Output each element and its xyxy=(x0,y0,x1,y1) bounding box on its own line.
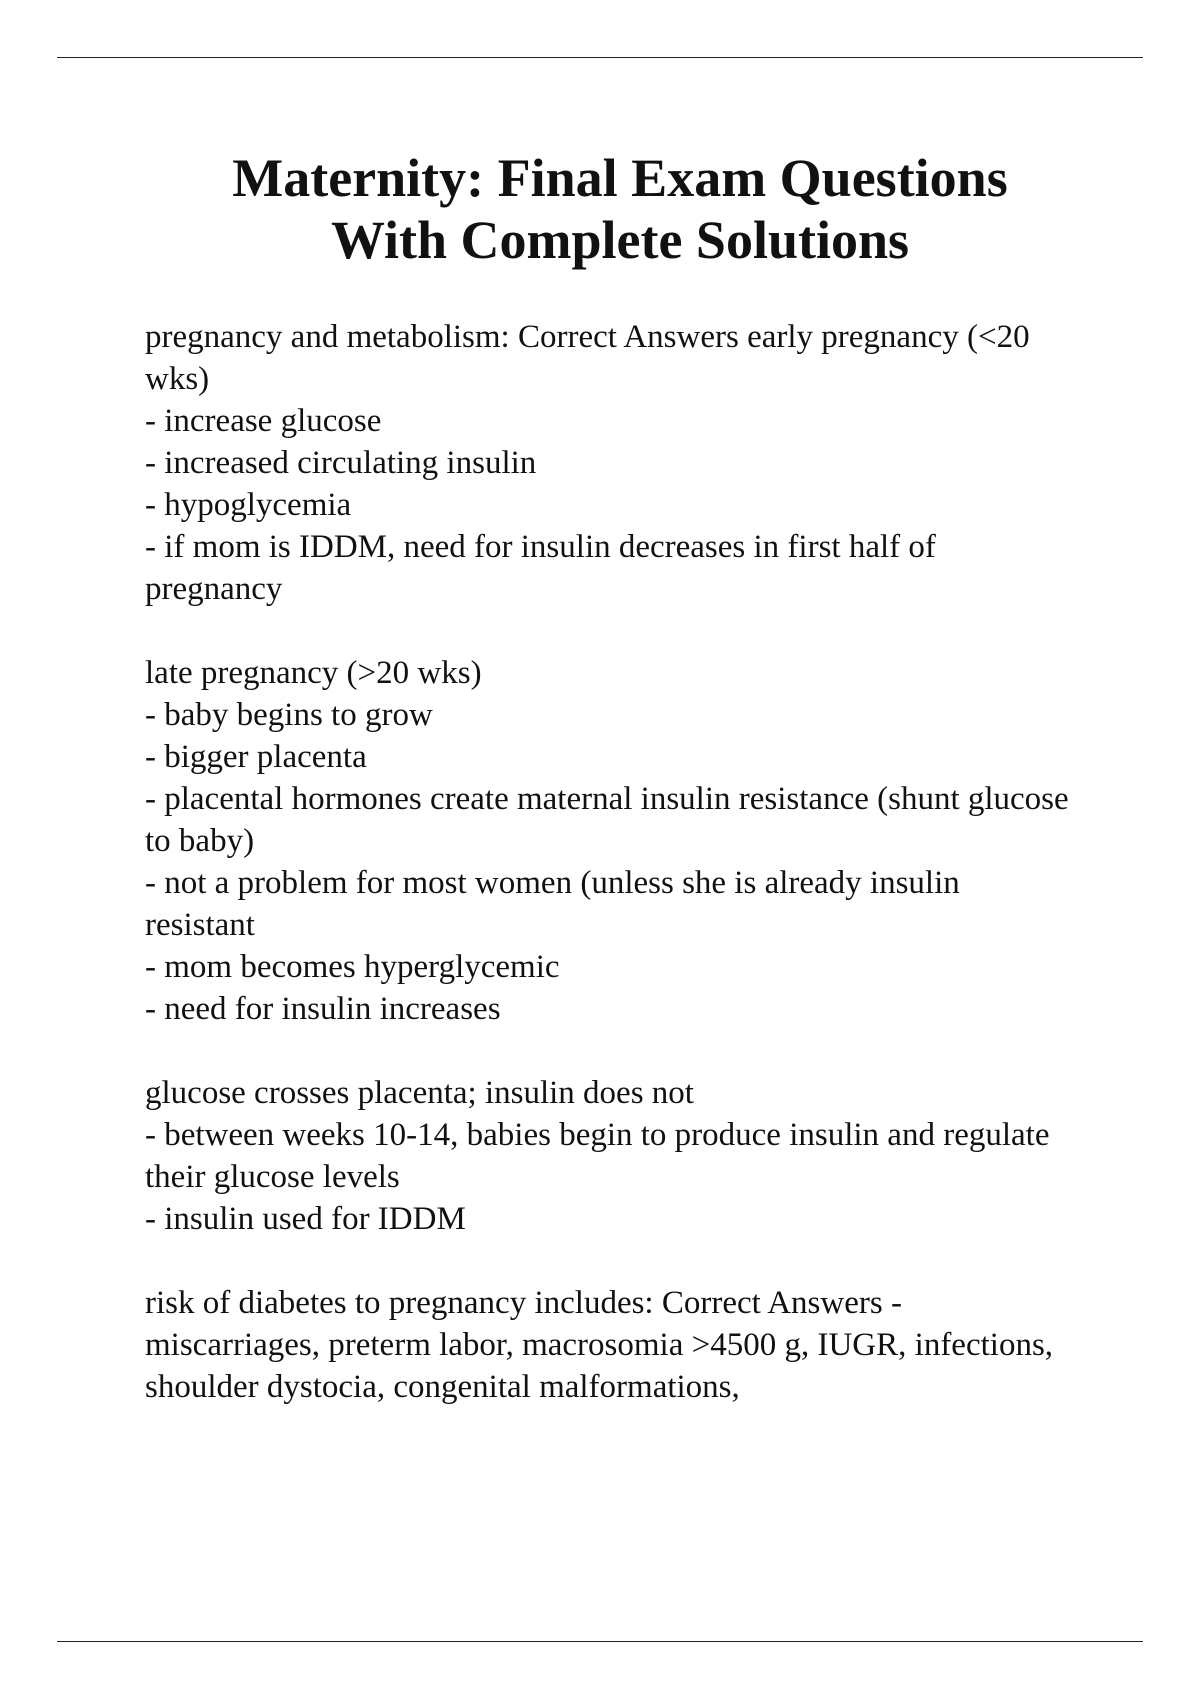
paragraph-metabolism xyxy=(145,316,1075,610)
bottom-rule xyxy=(57,1641,1143,1642)
text-line: - if mom is IDDM, need for insulin decreases in first half of pregnancy xyxy=(145,529,936,607)
text-line: - increase glucose xyxy=(145,403,382,439)
document-title xyxy=(0,147,1200,271)
text-line: risk of diabetes to pregnancy includes: Correct Answers - miscarriages, preterm labor, macrosomia >4500 g, IUGR, infections, shoulder dystocia, congenital malformations, xyxy=(145,1285,1054,1405)
text-line: - placental hormones create maternal insulin resistance (shunt glucose to baby) xyxy=(145,781,1069,859)
text-line: - not a problem for most women (unless she is already insulin resistant xyxy=(145,865,960,943)
top-rule xyxy=(57,57,1143,58)
text-line: pregnancy and metabolism: Correct Answers early pregnancy (<20 wks) xyxy=(145,319,1030,397)
paragraph-glucose-placenta xyxy=(145,1072,1075,1240)
text-line: - increased circulating insulin xyxy=(145,445,537,481)
text-line: - hypoglycemia xyxy=(145,487,352,523)
text-line: - between weeks 10-14, babies begin to produce insulin and regulate their glucose levels xyxy=(145,1117,1050,1195)
text-line: - bigger placenta xyxy=(145,739,367,775)
document-body xyxy=(145,316,1075,1450)
text-line: - need for insulin increases xyxy=(145,991,501,1027)
text-line: glucose crosses placenta; insulin does not xyxy=(145,1075,694,1111)
title-line-1: Maternity: Final Exam Questions xyxy=(232,148,1008,208)
text-line: - mom becomes hyperglycemic xyxy=(145,949,560,985)
paragraph-diabetes-risk xyxy=(145,1282,1075,1408)
text-line: - baby begins to grow xyxy=(145,697,433,733)
text-line: late pregnancy (>20 wks) xyxy=(145,655,482,691)
text-line: - insulin used for IDDM xyxy=(145,1201,466,1237)
title-line-2: With Complete Solutions xyxy=(330,210,910,270)
paragraph-late-pregnancy xyxy=(145,652,1075,1030)
